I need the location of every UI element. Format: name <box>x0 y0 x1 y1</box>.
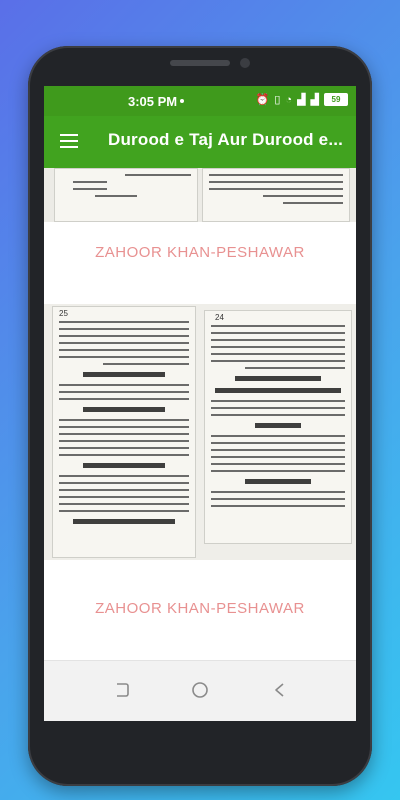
content-area[interactable] <box>44 168 356 660</box>
back-icon[interactable] <box>270 680 290 700</box>
wifi-icon: ◔ <box>285 93 293 106</box>
recents-icon[interactable] <box>112 680 132 700</box>
signal-icon-2: ▟ <box>310 94 319 106</box>
page-image-spread <box>44 304 356 560</box>
alarm-icon: ⏰ <box>255 94 270 106</box>
page-number-left: 25 <box>59 309 68 318</box>
vibrate-icon: ▯ <box>274 94 281 106</box>
navigation-bar <box>44 660 356 721</box>
status-icons <box>256 93 348 106</box>
scan-page-right <box>204 310 352 544</box>
status-time: 3:05 PM <box>128 94 178 109</box>
signal-icon: ▟ <box>297 94 306 106</box>
watermark-bottom: ZAHOOR KHAN-PESHAWAR <box>95 600 305 617</box>
home-icon[interactable] <box>190 680 210 700</box>
app-bar <box>44 116 356 168</box>
speaker-grille <box>170 60 230 66</box>
app-title: Durood e Taj Aur Durood e... <box>108 130 344 149</box>
status-bar <box>44 86 356 116</box>
front-camera <box>240 58 250 68</box>
page-number-right: 24 <box>215 313 224 322</box>
notification-dot-icon <box>180 99 184 103</box>
scan-page-left <box>52 306 196 558</box>
page-image-top <box>44 168 356 222</box>
hamburger-menu-icon[interactable] <box>60 134 78 148</box>
watermark-top: ZAHOOR KHAN-PESHAWAR <box>95 244 305 261</box>
scan-page-top-right <box>202 168 350 222</box>
scan-page-top-left <box>54 168 198 222</box>
battery-icon: 59 <box>324 93 348 106</box>
